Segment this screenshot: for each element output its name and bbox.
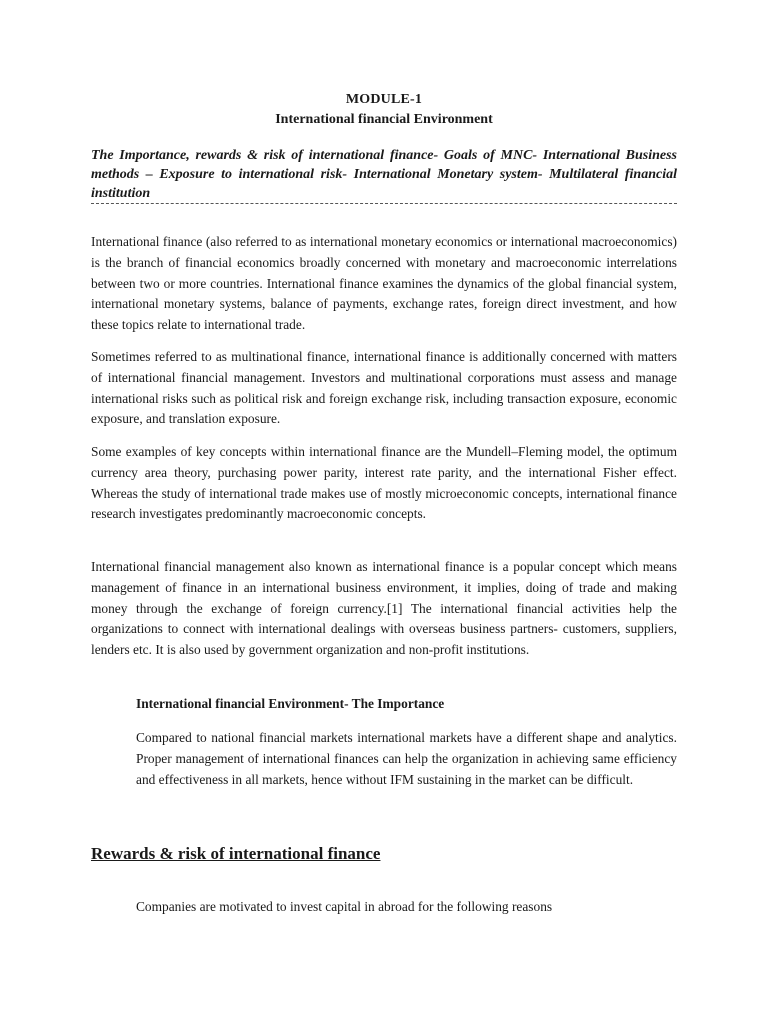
topics-summary: The Importance, rewards & risk of international finance- Goals of MNC- International Business methods – Exposure to international risk- International Monetary system- Multilateral financial institution — [91, 148, 677, 201]
rewards-intro-text: Companies are motivated to invest capital in abroad for the following reasons — [136, 899, 553, 914]
rewards-risk-heading: Rewards & risk of international finance — [91, 844, 381, 863]
paragraph-financial-management: International financial management also known as international finance is a popular concept which means management of finance in an international business environment, it implies, doing of trade and making money through the exchange of foreign currency.[1] The international financial activities help the organizations to connect with international dealings with overseas business partners- customers, suppliers, lenders etc. It is also used by government organization and non-profit institutions. — [91, 559, 677, 658]
paragraph-key-concepts: Some examples of key concepts within international finance are the Mundell–Fleming model, the optimum currency area theory, purchasing power parity, interest rate parity, and the international Fisher effect. Whereas the study of international trade makes use of mostly microeconomic concepts, international finance research investigates predominantly macroeconomic concepts. — [91, 444, 677, 522]
dashed-divider — [91, 203, 677, 204]
module-title: MODULE-1 — [345, 92, 423, 107]
module-subtitle: International financial Environment — [275, 112, 493, 127]
paragraph-multinational-finance: Sometimes referred to as multinational finance, international finance is additionally concerned with matters of international financial management. Investors and multinational corporations must assess and manage international risks such as political risk and foreign exchange risk, including transaction exposure, economic exposure, and translation exposure. — [91, 349, 677, 427]
importance-paragraph: Compared to national financial markets international markets have a different shape and analytics. Proper management of international finances can help the organization in achieving same efficiency and effectiveness in all markets, hence without IFM sustaining in the market can be difficult. — [136, 730, 677, 787]
paragraph-definition: International finance (also referred to as international monetary economics or international macroeconomics) is the branch of financial economics broadly concerned with monetary and macroeconomic interrelations between two or more countries. International finance examines the dynamics of the global financial system, international monetary systems, balance of payments, exchange rates, foreign direct investment, and how these topics relate to international trade. — [91, 234, 677, 333]
importance-heading: International financial Environment- The Importance — [136, 696, 445, 711]
